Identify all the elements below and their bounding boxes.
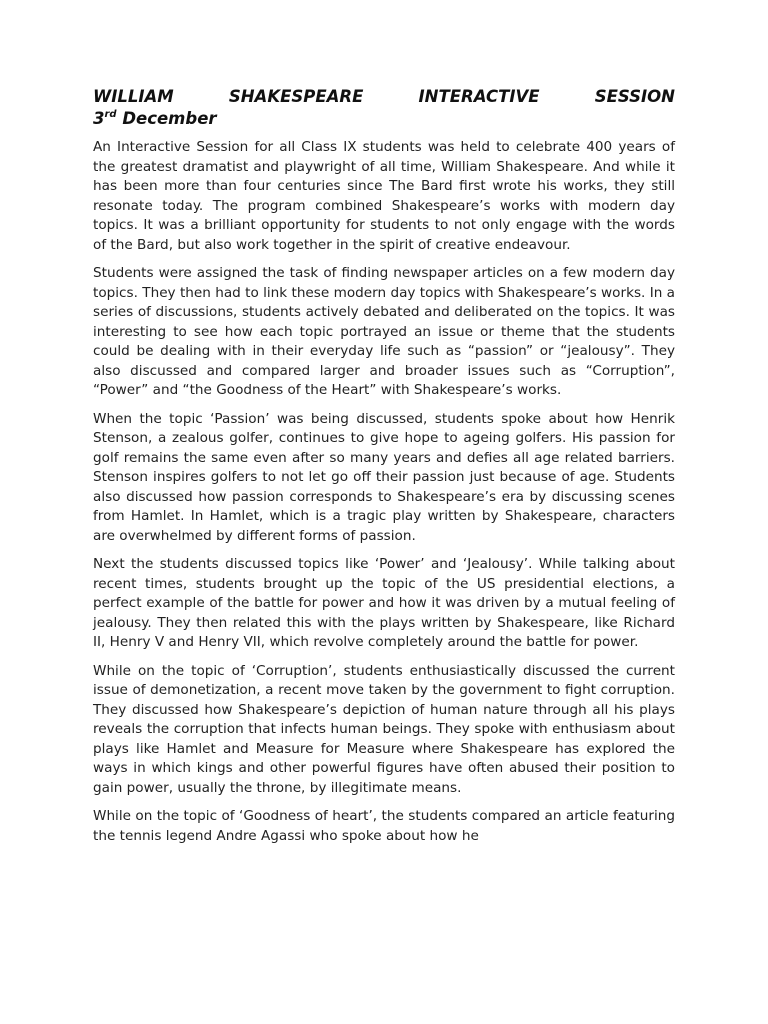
title-date [93,108,675,130]
paragraph-intro: An Interactive Session for all Class IX students was held to celebrate 400 years of the greatest dramatist and playwright of all time, William Shakespeare. And while it has been more than four centuries since The Bard first wrote his works, they still resonate today. The program combined Shakespeare’s works with modern day topics. It was a brilliant opportunity for students to not only engage with the words of the Bard, but also work together in the spirit of creative endeavour. [93,139,675,253]
paragraph-corruption: While on the topic of ‘Corruption’, students enthusiastically discussed the current issue of demonetization, a recent move taken by the government to fight corruption. They discussed how Shakespeare’s depiction of human nature through all his plays reveals the corruption that infects human beings. They spoke with enthusiasm about plays like Hamlet and Measure for Measure where Shakespeare has explored the ways in which kings and other powerful figures have often abused their position to gain power, usually the throne, by illegitimate means. [93,662,675,796]
title-word-william: WILLIAM [93,87,174,106]
title-word-shakespeare: SHAKESPEARE [228,87,364,106]
paragraph-goodness-of-heart: While on the topic of ‘Goodness of heart’, the students compared an article featuring the tennis legend Andre Agassi who spoke about how he [93,808,675,844]
title-date-day: 3 [93,109,105,128]
title-line-1 [93,86,675,108]
paragraph-assignment: Students were assigned the task of finding newspaper articles on a few modern day topics. They then had to link these modern day topics with Shakespeare’s works. In a series of discussions, students actively debated and deliberated on the topics. It was interesting to see how each topic portrayed an issue or theme that the students could be dealing with in their everyday life such as “passion” or “jealousy”. They also discussed and compared larger and broader issues such as “Corruption”, “Power” and “the Goodness of the Heart” with Shakespeare’s works. [93,265,675,398]
title-word-interactive: INTERACTIVE [418,87,540,106]
document-title [93,86,675,130]
document-page [93,86,675,855]
paragraph-passion: When the topic ‘Passion’ was being discussed, students spoke about how Henrik Stenson, a zealous golfer, continues to give hope to ageing golfers. His passion for golf remains the same even after so many years and defies all age related barriers. Stenson inspires golfers to not let go off their passion just because of age. Students also discussed how passion corresponds to Shakespeare’s era by discussing scenes from Hamlet. In Hamlet, which is a tragic play written by Shakespeare, characters are overwhelmed by different forms of passion. [93,410,675,544]
title-date-suffix: rd [104,108,117,120]
title-date-month: December [122,109,217,128]
paragraph-power-jealousy: Next the students discussed topics like ‘Power’ and ‘Jealousy’. While talking about recent times, students brought up the topic of the US presidential elections, a perfect example of the battle for power and how it was driven by a mutual feeling of jealousy. They then related this with the plays written by Shakespeare, like Richard II, Henry V and Henry VII, which revolve completely around the battle for power. [93,556,675,650]
title-word-session: SESSION [594,87,675,106]
